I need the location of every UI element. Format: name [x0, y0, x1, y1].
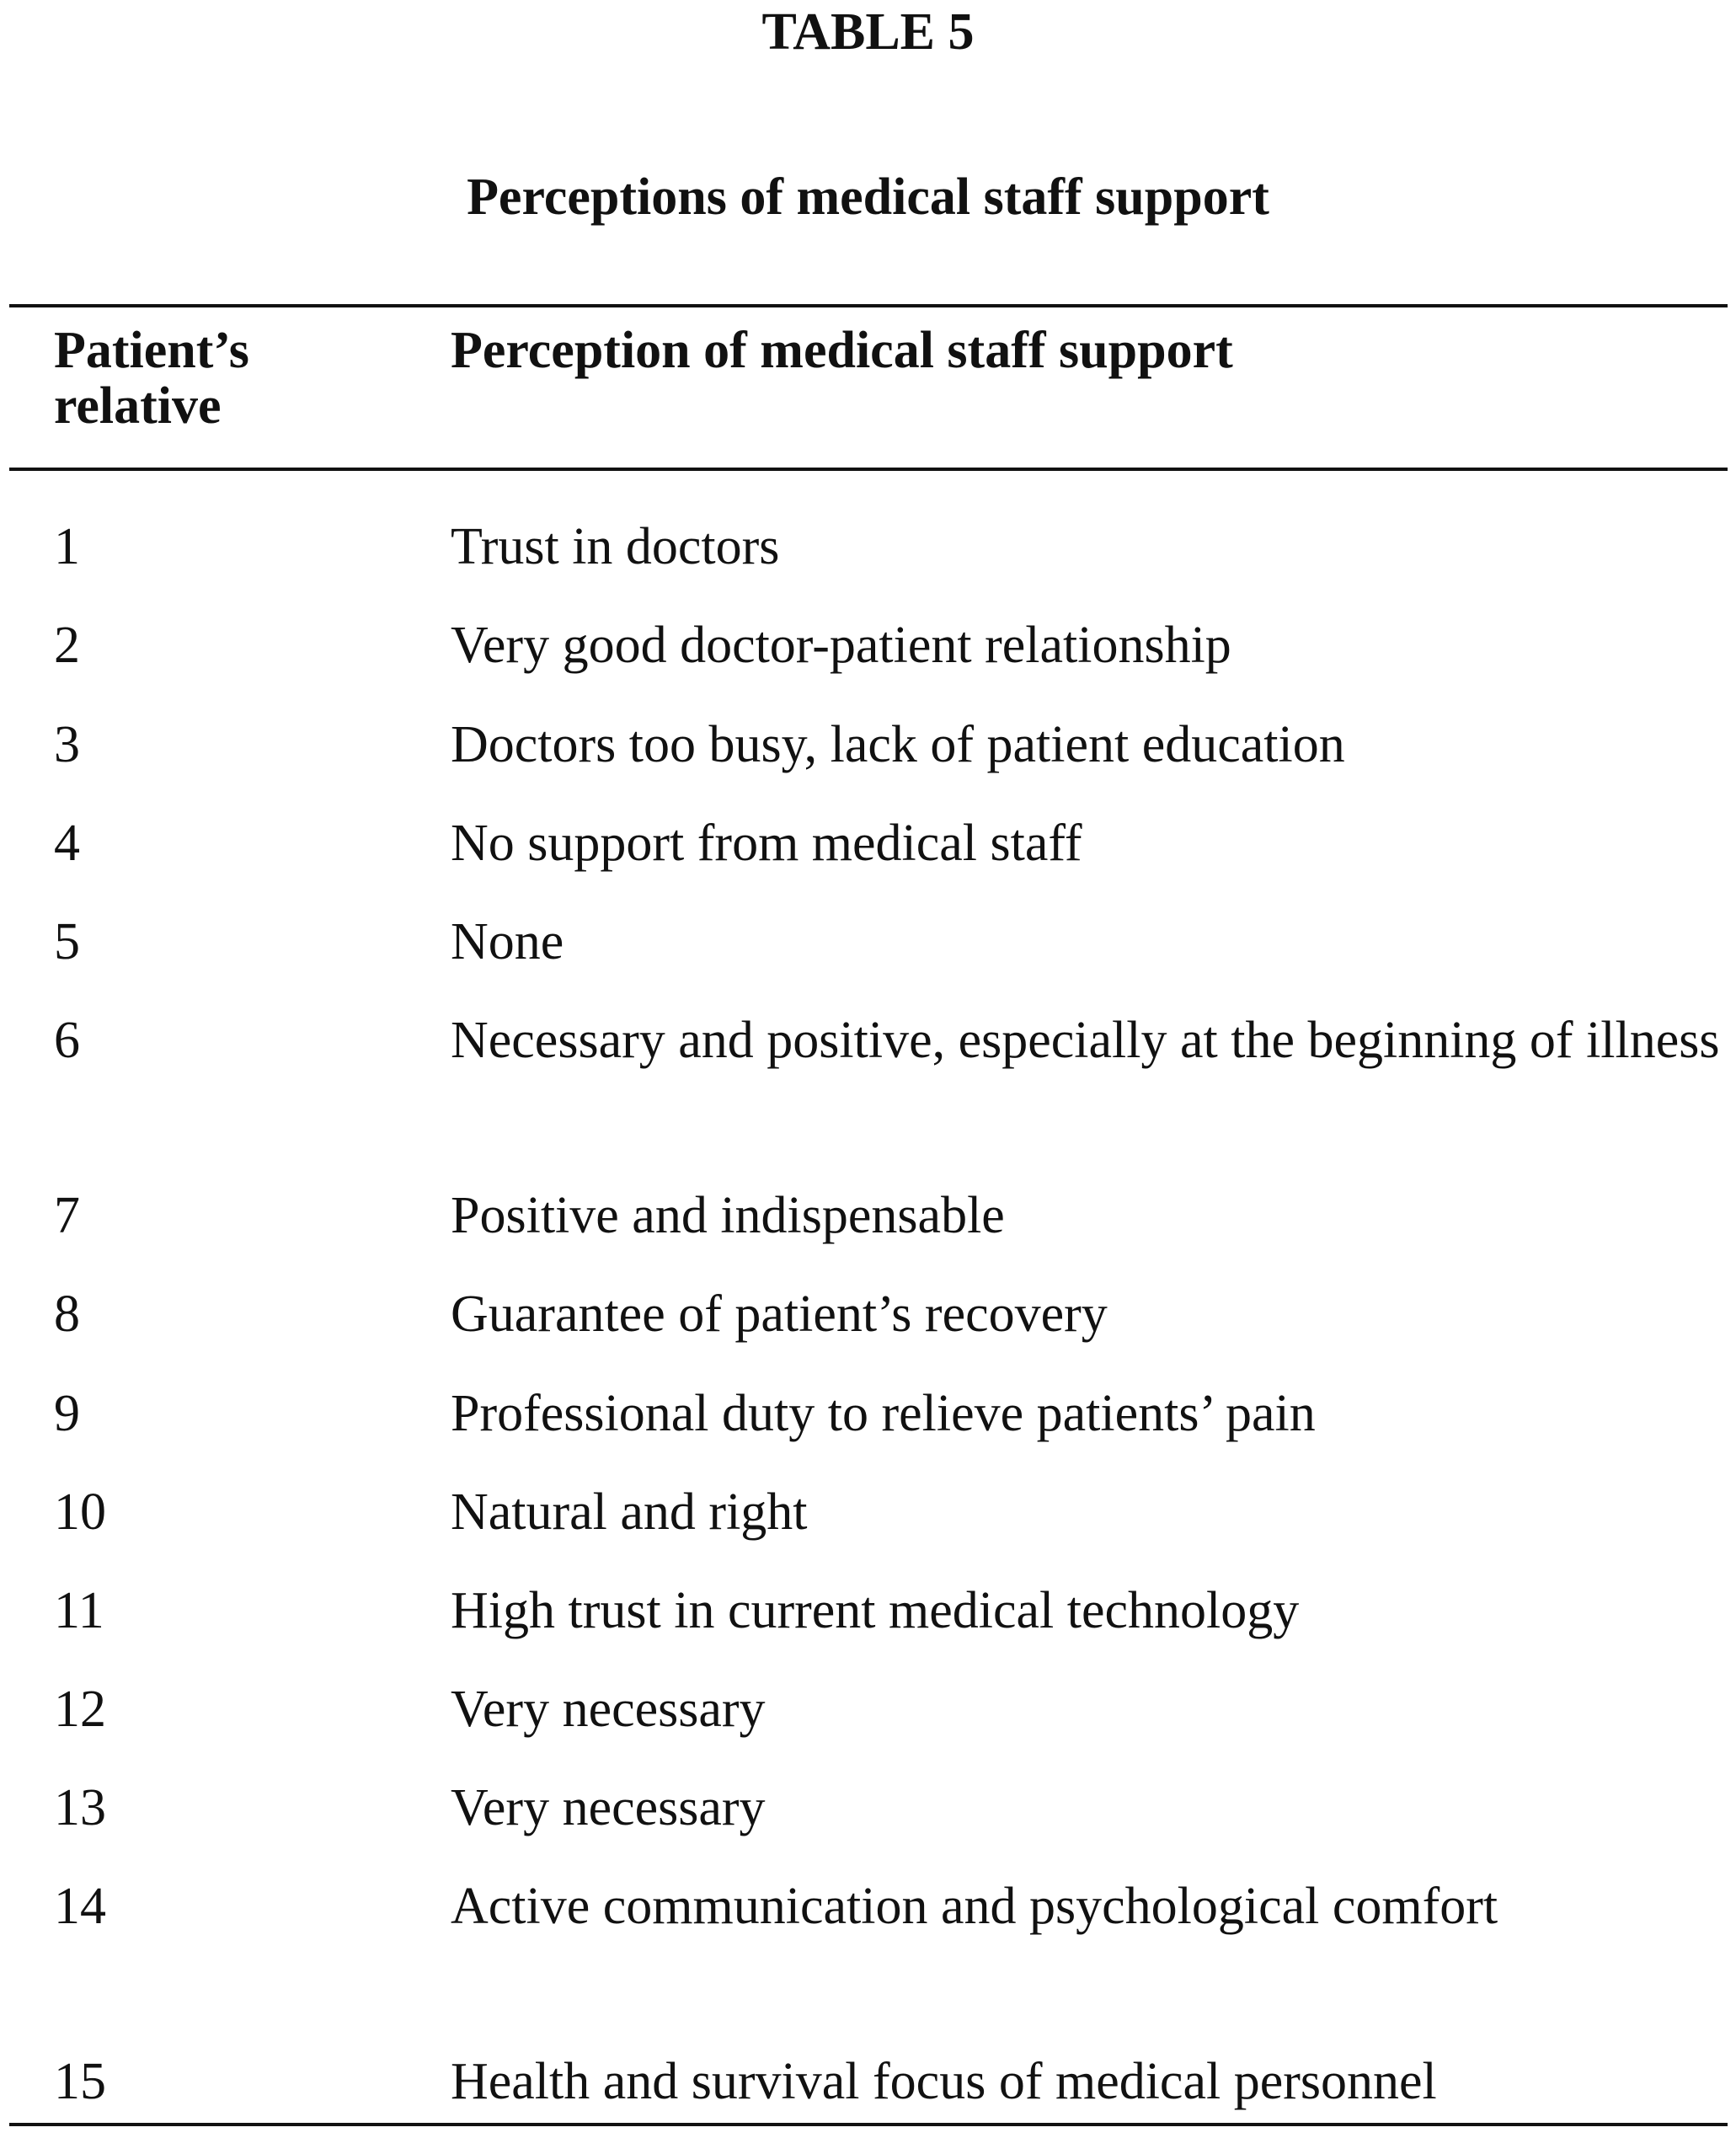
row-perception: Necessary and positive, especially at the beginning of illness [451, 1012, 1720, 1069]
row-number: 10 [54, 1483, 106, 1541]
row-number: 5 [54, 913, 80, 970]
header-rule [9, 468, 1728, 471]
row-perception: Professional duty to relieve patients’ pain [451, 1385, 1316, 1442]
row-perception: Guarantee of patient’s recovery [451, 1285, 1108, 1343]
row-perception: Very necessary [451, 1681, 766, 1738]
row-number: 1 [54, 518, 80, 575]
row-number: 6 [54, 1012, 80, 1069]
column-header-patients-relative: Patient’s relative [54, 322, 249, 435]
column-header-perception: Perception of medical staff support [451, 322, 1233, 379]
row-perception: None [451, 913, 564, 970]
row-number: 13 [54, 1779, 106, 1836]
row-perception: Trust in doctors [451, 518, 780, 575]
row-perception: Health and survival focus of medical personnel [451, 2053, 1437, 2110]
row-number: 11 [54, 1582, 104, 1639]
row-number: 14 [54, 1878, 106, 1935]
row-number: 3 [54, 716, 80, 773]
row-perception: Natural and right [451, 1483, 808, 1541]
row-number: 4 [54, 815, 80, 872]
row-perception: Doctors too busy, lack of patient education [451, 716, 1345, 773]
row-number: 2 [54, 617, 80, 674]
row-perception: Very necessary [451, 1779, 766, 1836]
row-perception: Active communication and psychological comfort [451, 1878, 1498, 1935]
row-perception: Very good doctor-patient relationship [451, 617, 1231, 674]
row-number: 12 [54, 1681, 106, 1738]
table-label: TABLE 5 [761, 3, 975, 61]
table-title: Perceptions of medical staff support [467, 168, 1269, 226]
row-number: 9 [54, 1385, 80, 1442]
bottom-rule [9, 2123, 1728, 2126]
row-number: 15 [54, 2053, 106, 2110]
row-number: 8 [54, 1285, 80, 1343]
row-perception: Positive and indispensable [451, 1187, 1005, 1244]
row-perception: High trust in current medical technology [451, 1582, 1300, 1639]
top-rule [9, 304, 1728, 307]
row-perception: No support from medical staff [451, 815, 1082, 872]
row-number: 7 [54, 1187, 80, 1244]
